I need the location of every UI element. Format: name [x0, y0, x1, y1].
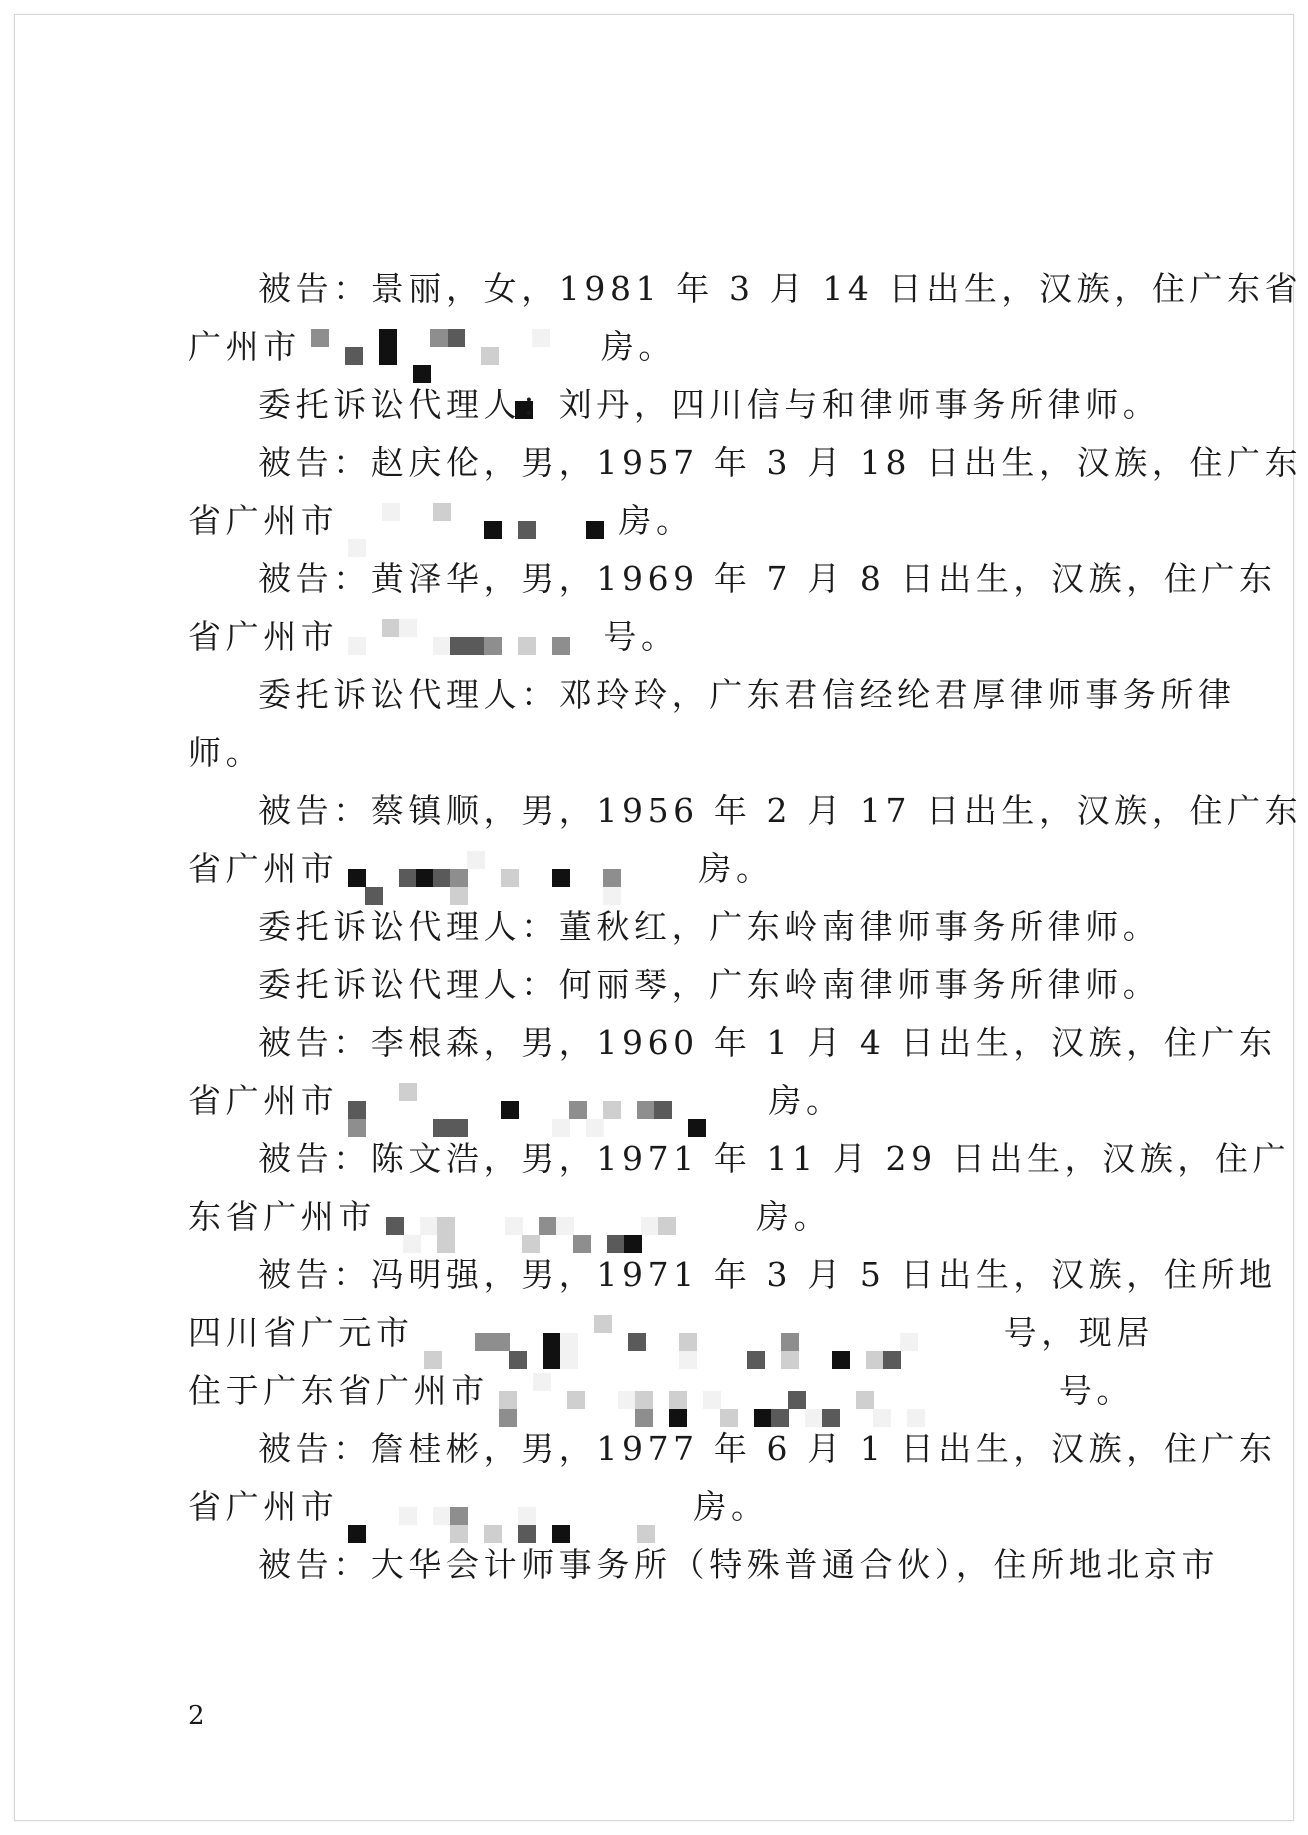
- redaction-pixel: [433, 869, 451, 887]
- text-run: 被告：赵庆伦，男，1957 年 3 月 18 日出生，汉族，住广东: [258, 443, 1303, 482]
- redaction-pixel: [603, 1101, 621, 1119]
- redacted-address: [301, 329, 601, 369]
- page-number: 2: [188, 1701, 205, 1731]
- text-line: [188, 1420, 1277, 1478]
- text-run: 省广州市: [188, 617, 339, 656]
- redacted-address: [414, 1315, 1004, 1355]
- redaction-pixel: [560, 1333, 578, 1351]
- redaction-pixel: [484, 637, 502, 655]
- text-run: 被告：大华会计师事务所（特殊普通合伙），住所地北京市: [258, 1545, 1220, 1584]
- redaction-pixel: [399, 869, 417, 887]
- text-line: [188, 318, 1152, 376]
- redaction-pixel: [552, 869, 570, 887]
- text-line: [188, 1478, 1152, 1536]
- redaction-pixel: [348, 869, 366, 887]
- redaction-pixel: [484, 521, 502, 539]
- redaction-pixel: [501, 1101, 519, 1119]
- text-run: 东省广州市: [188, 1197, 376, 1236]
- redaction-pixel: [399, 619, 417, 637]
- text-line: [188, 1362, 1152, 1420]
- redaction-pixel: [379, 329, 397, 347]
- text-run: 房。: [698, 849, 774, 888]
- redacted-address: [338, 851, 698, 891]
- redaction-pixel: [433, 503, 451, 521]
- redaction-pixel: [505, 1217, 523, 1235]
- text-run: 被告：黄泽华，男，1969 年 7 月 8 日出生，汉族，住广东: [258, 559, 1277, 598]
- text-line: [188, 260, 1303, 318]
- redaction-pixel: [437, 1217, 455, 1235]
- redaction-pixel: [481, 347, 499, 365]
- redaction-pixel: [499, 1391, 517, 1409]
- text-line: [188, 1014, 1277, 1072]
- redaction-pixel: [450, 869, 468, 887]
- redaction-pixel: [635, 1391, 653, 1409]
- redaction-pixel: [556, 1217, 574, 1235]
- text-run: 省广州市: [188, 849, 339, 888]
- text-run: 委托诉讼代理人：何丽琴，广东岭南律师事务所律师。: [258, 965, 1161, 1004]
- redaction-pixel: [603, 869, 621, 887]
- text-run: 被告：景丽，女，1981 年 3 月 14 日出生，汉族，住广东省: [258, 269, 1303, 308]
- redaction-pixel: [637, 1101, 655, 1119]
- redaction-pixel: [533, 1373, 551, 1391]
- text-run: 委托诉讼代理人：邓玲玲，广东君信经纶君厚律师事务所律: [258, 675, 1236, 714]
- redaction-pixel: [475, 1333, 493, 1351]
- redaction-pixel: [433, 637, 451, 655]
- text-run: 被告：李根森，男，1960 年 1 月 4 日出生，汉族，住广东: [258, 1023, 1277, 1062]
- text-line: [188, 1536, 1220, 1594]
- text-line: [188, 434, 1303, 492]
- text-line: [188, 898, 1161, 956]
- redaction-pixel: [345, 347, 363, 365]
- redaction-pixel: [386, 1217, 404, 1235]
- redaction-pixel: [552, 637, 570, 655]
- text-run: 住于广东省广州市: [188, 1371, 489, 1410]
- text-run: 省广州市: [188, 1487, 339, 1526]
- document-page: [14, 14, 1303, 1821]
- redaction-pixel: [532, 329, 550, 347]
- redaction-pixel: [467, 851, 485, 869]
- text-run: 房。: [693, 1487, 769, 1526]
- redacted-address: [338, 1489, 693, 1529]
- redaction-pixel: [348, 637, 366, 655]
- redaction-pixel: [382, 619, 400, 637]
- text-run: 委托诉讼代理人：董秋红，广东岭南律师事务所律师。: [258, 907, 1161, 946]
- text-run: 房。: [756, 1197, 832, 1236]
- text-line: [188, 782, 1303, 840]
- redaction-pixel: [594, 1315, 612, 1333]
- redaction-pixel: [518, 521, 536, 539]
- redaction-pixel: [433, 1507, 451, 1525]
- redaction-pixel: [618, 1391, 636, 1409]
- text-run: 房。: [600, 327, 677, 366]
- text-run: 广州市: [188, 327, 301, 366]
- redaction-pixel: [382, 503, 400, 521]
- redaction-pixel: [467, 637, 485, 655]
- text-run: 房。: [768, 1081, 844, 1120]
- redaction-pixel: [430, 329, 448, 347]
- text-run: 省广州市: [188, 501, 339, 540]
- text-run: 被告：詹桂彬，男，1977 年 6 月 1 日出生，汉族，住广东: [258, 1429, 1277, 1468]
- redaction-pixel: [399, 1507, 417, 1525]
- redaction-pixel: [539, 1217, 557, 1235]
- text-line: [188, 492, 1152, 550]
- redaction-pixel: [492, 1333, 510, 1351]
- text-run: 房。: [618, 501, 694, 540]
- text-run: 被告：陈文浩，男，1971 年 11 月 29 日出生，汉族，住广: [258, 1139, 1291, 1178]
- redaction-pixel: [450, 637, 468, 655]
- text-line: [188, 840, 1152, 898]
- text-run: 委托诉讼代理人：刘丹，四川信与和律师事务所律师。: [258, 385, 1161, 424]
- text-line: [188, 608, 1152, 666]
- text-run: 被告：蔡镇顺，男，1956 年 2 月 17 日出生，汉族，住广东: [258, 791, 1303, 830]
- redaction-pixel: [641, 1217, 659, 1235]
- redaction-pixel: [658, 1217, 676, 1235]
- redaction-pixel: [669, 1391, 687, 1409]
- text-line: [188, 1188, 1152, 1246]
- text-run: 省广州市: [188, 1081, 339, 1120]
- text-run: 号。: [603, 617, 679, 656]
- text-line: [188, 1304, 1155, 1362]
- redaction-pixel: [518, 637, 536, 655]
- redaction-pixel: [654, 1101, 672, 1119]
- text-run: 四川省广元市: [188, 1313, 414, 1352]
- redaction-pixel: [501, 869, 519, 887]
- redaction-pixel: [856, 1391, 874, 1409]
- redaction-pixel: [567, 1391, 585, 1409]
- redaction-pixel: [450, 1507, 468, 1525]
- text-line: [188, 666, 1236, 724]
- text-line: [188, 376, 1161, 434]
- redaction-pixel: [900, 1333, 918, 1351]
- text-run: 被告：冯明强，男，1971 年 3 月 5 日出生，汉族，住所地: [258, 1255, 1277, 1294]
- document-body: [188, 260, 1303, 1594]
- text-line: [188, 724, 1152, 782]
- redacted-address: [376, 1199, 756, 1239]
- redaction-pixel: [416, 869, 434, 887]
- redaction-pixel: [788, 1391, 806, 1409]
- redaction-pixel: [420, 1217, 438, 1235]
- redacted-address: [338, 619, 603, 659]
- redacted-address: [489, 1373, 1059, 1413]
- redaction-pixel: [781, 1333, 799, 1351]
- text-line: [188, 550, 1277, 608]
- text-run: 号。: [1058, 1371, 1135, 1410]
- redaction-pixel: [543, 1333, 561, 1351]
- text-run: 号，现居: [1003, 1313, 1155, 1352]
- redaction-pixel: [518, 1507, 536, 1525]
- text-run: 师。: [188, 733, 264, 772]
- redaction-pixel: [703, 1391, 721, 1409]
- redacted-address: [338, 503, 618, 543]
- text-line: [188, 1130, 1291, 1188]
- redaction-pixel: [628, 1333, 646, 1351]
- redaction-pixel: [379, 347, 397, 365]
- text-line: [188, 1072, 1152, 1130]
- redacted-address: [338, 1083, 768, 1123]
- redaction-pixel: [399, 1083, 417, 1101]
- text-line: [188, 1246, 1277, 1304]
- redaction-pixel: [679, 1333, 697, 1351]
- redaction-pixel: [569, 1101, 587, 1119]
- text-line: [188, 956, 1161, 1014]
- redaction-pixel: [447, 329, 465, 347]
- redaction-pixel: [348, 1101, 366, 1119]
- redaction-pixel: [311, 329, 329, 347]
- redaction-pixel: [586, 521, 604, 539]
